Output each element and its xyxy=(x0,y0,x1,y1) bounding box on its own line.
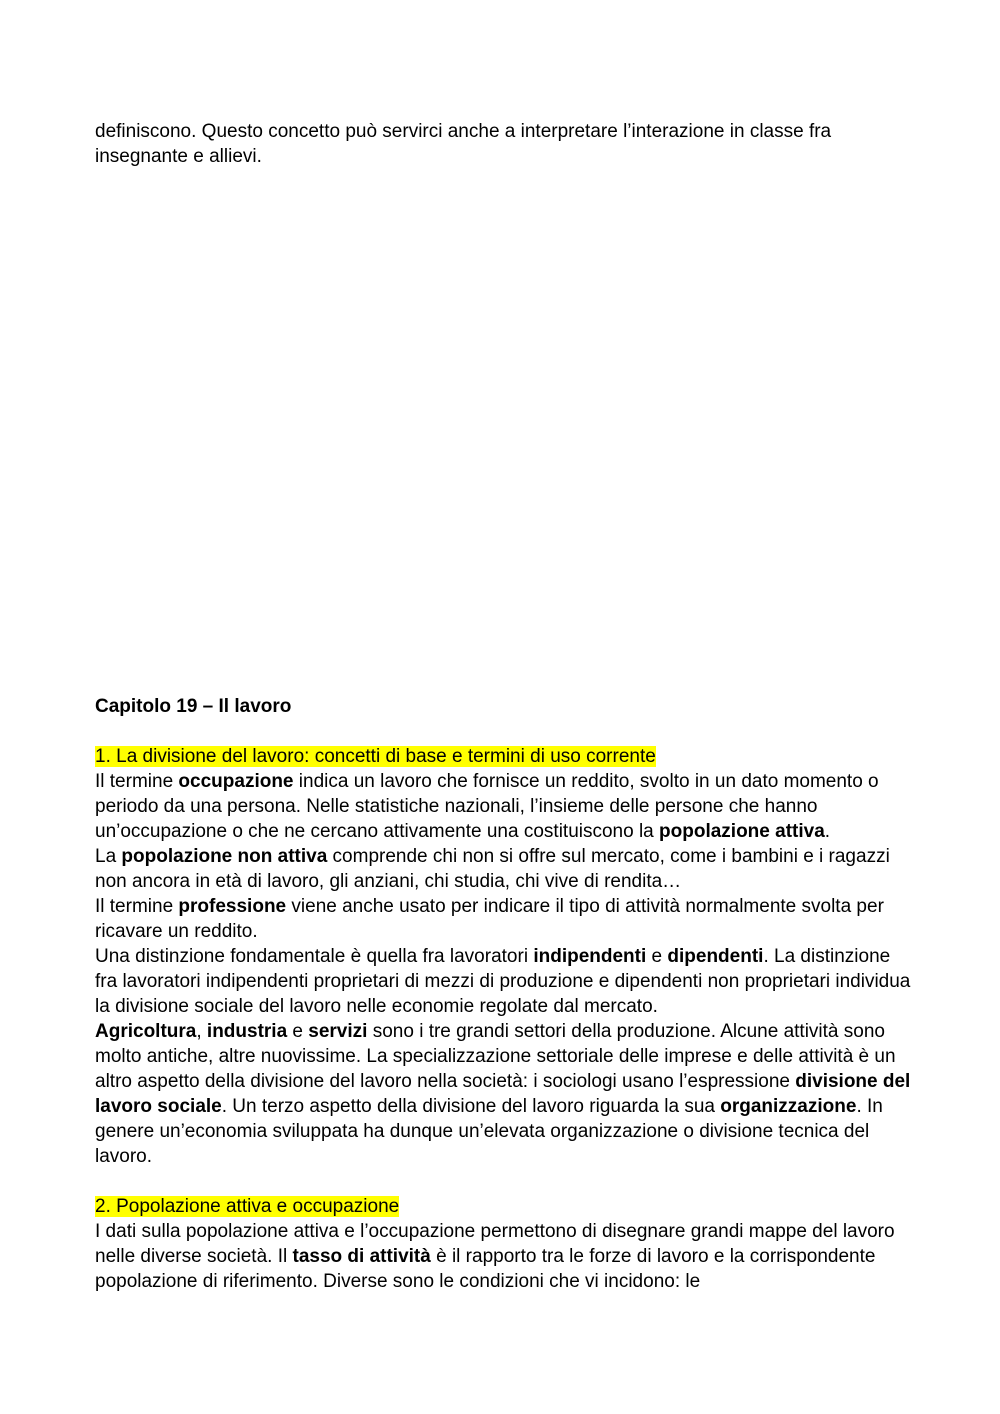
bold-term-professione: professione xyxy=(178,896,287,917)
section-2-heading xyxy=(95,1194,915,1219)
section-1-paragraph-4 xyxy=(95,944,915,1019)
text-run: è il rapporto tra le forze di lavoro e la corrispondente popolazione di riferimento. Diverse sono le condizioni che vi incidono: le xyxy=(95,1246,876,1292)
text-run: sono i tre grandi settori della produzione. Alcune attività sono molto antiche, altre nuovissime. La specializzazione settoriale delle imprese e delle attività è un altro aspetto della divisione del lavoro nella società: i sociologi usano l’espressione xyxy=(95,1021,896,1092)
intro-text-block xyxy=(95,119,915,169)
bold-term-organizzazione: organizzazione xyxy=(720,1096,857,1117)
text-run: comprende chi non si offre sul mercato, come i bambini e i ragazzi non ancora in età di lavoro, gli anziani, chi studia, chi vive di rendita… xyxy=(95,846,890,892)
text-run: Una distinzione fondamentale è quella fra lavoratori xyxy=(95,946,534,967)
text-run: viene anche usato per indicare il tipo di attività normalmente svolta per ricavare un reddito. xyxy=(95,896,884,942)
bold-term-agricoltura: Agricoltura xyxy=(95,1021,197,1042)
section-1-paragraph-2 xyxy=(95,844,915,894)
text-run: indica un lavoro che fornisce un reddito, svolto in un dato momento o periodo da una persona. Nelle statistiche nazionali, l’insieme delle persone che hanno un’occupazione o che ne cercano attivamente una costituiscono la xyxy=(95,771,879,842)
bold-term-divisione-lavoro-sociale: divisione del lavoro sociale xyxy=(95,1071,911,1117)
text-run: Il termine xyxy=(95,896,179,917)
section-1-heading-text: 1. La divisione del lavoro: concetti di base e termini di uso corrente xyxy=(95,746,656,767)
intro-line-1: definiscono. Questo concetto può servirci anche a interpretare l’interazione in classe fra xyxy=(95,121,832,142)
bold-term-tasso-di-attivita: tasso di attività xyxy=(292,1246,431,1267)
spacer xyxy=(95,1169,915,1194)
section-2-heading-text: 2. Popolazione attiva e occupazione xyxy=(95,1196,400,1217)
text-run: . Un terzo aspetto della divisione del lavoro riguarda la sua xyxy=(221,1096,721,1117)
text-run: , xyxy=(196,1021,207,1042)
bold-term-servizi: servizi xyxy=(308,1021,368,1042)
bold-term-popolazione-attiva: popolazione attiva xyxy=(659,821,825,842)
bold-term-industria: industria xyxy=(206,1021,288,1042)
bold-term-indipendenti: indipendenti xyxy=(533,946,647,967)
section-1-paragraph-3 xyxy=(95,894,915,944)
intro-paragraph xyxy=(95,119,915,169)
text-run: . xyxy=(824,821,831,842)
bold-term-popolazione-non-attiva: popolazione non attiva xyxy=(121,846,328,867)
chapter-title: Capitolo 19 – Il lavoro xyxy=(95,696,292,717)
bold-term-occupazione: occupazione xyxy=(178,771,294,792)
intro-line-2: insegnante e allievi. xyxy=(95,146,262,167)
text-run: e xyxy=(287,1021,309,1042)
bold-term-dipendenti: dipendenti xyxy=(667,946,764,967)
text-run: I dati sulla popolazione attiva e l’occupazione permettono di disegnare grandi mappe del lavoro nelle diverse società. Il xyxy=(95,1221,895,1267)
section-1-paragraph-1 xyxy=(95,769,915,844)
text-run: La xyxy=(95,846,122,867)
text-run: . In genere un’economia sviluppata ha dunque un’elevata organizzazione o divisione tecnica del lavoro. xyxy=(95,1096,883,1167)
section-1-paragraph-5 xyxy=(95,1019,915,1169)
text-run: . La distinzione fra lavoratori indipendenti proprietari di mezzi di produzione e dipendenti non proprietari individua la divisione sociale del lavoro nelle economie regolate dal mercato. xyxy=(95,946,911,1017)
chapter-block xyxy=(95,694,915,1294)
section-1-heading xyxy=(95,744,915,769)
section-2-paragraph-1 xyxy=(95,1219,915,1294)
text-run: Il termine xyxy=(95,771,179,792)
text-run: e xyxy=(646,946,668,967)
spacer xyxy=(95,719,915,744)
